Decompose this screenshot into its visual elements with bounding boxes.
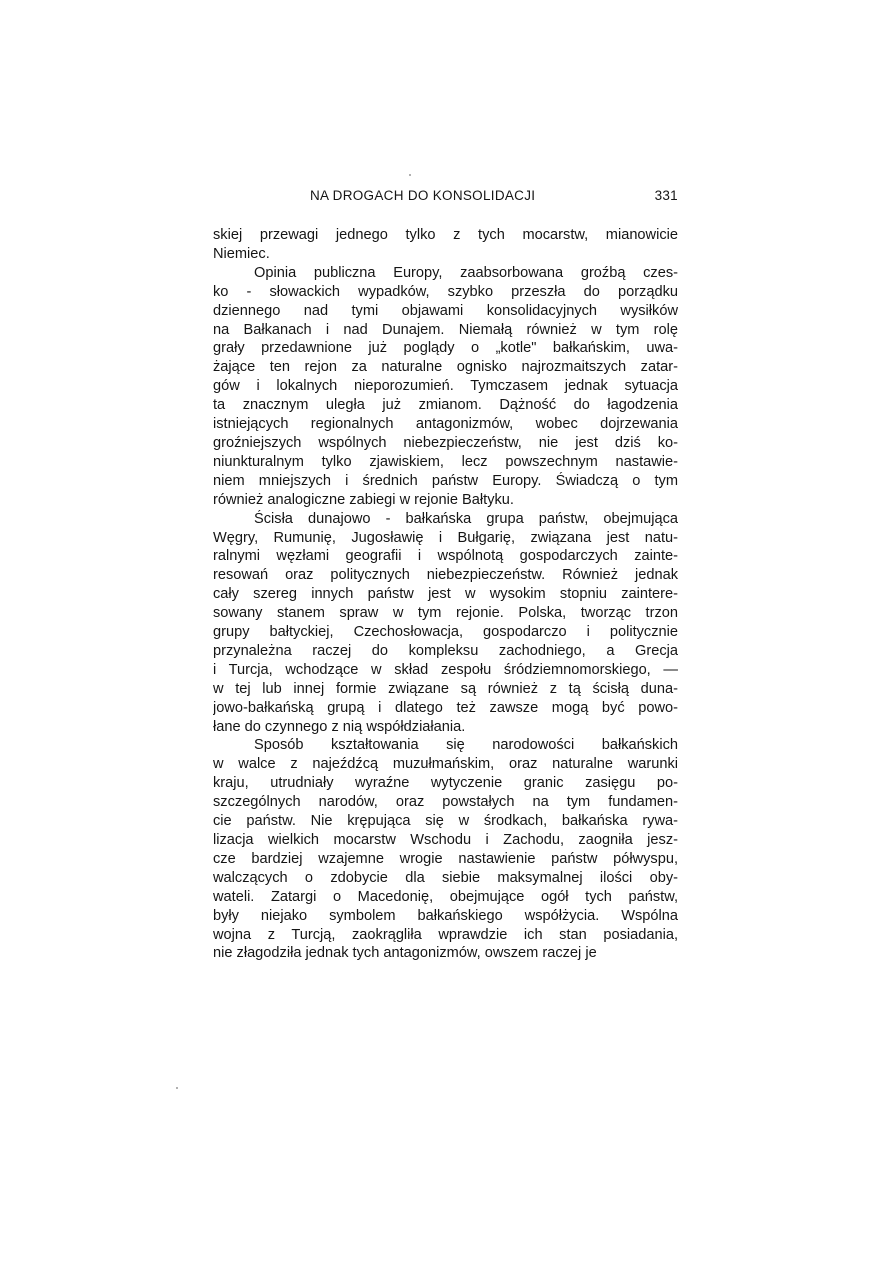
text-line: cie państw. Nie krępująca się w środkach, bałkańska rywa-	[213, 813, 678, 830]
text-line: cały szereg innych państw jest w wysokim stopniu zaintere-	[213, 586, 678, 603]
text-line: i Turcja, wchodzące w skład zespołu śródziemnomorskiego, —	[213, 661, 678, 678]
text-line: jowo-bałkańską grupą i dlatego też zawsze mogą być powo-	[213, 699, 678, 716]
text-line: Niemiec.	[213, 245, 270, 262]
text-line: lizacja wielkich mocarstw Wschodu i Zachodu, zaogniła jesz-	[213, 832, 678, 848]
text-line: skiej przewagi jednego tylko z tych mocarstw, mianowicie	[213, 227, 678, 243]
text-line: grupy bałtyckiej, Czechosłowacja, gospodarczo i politycznie	[213, 624, 678, 641]
paper-speck	[176, 1087, 178, 1089]
text-line: Ścisła dunajowo - bałkańska grupa państw, obejmująca	[254, 510, 678, 527]
text-line: dziennego nad tymi objawami konsolidacyjnych wysiłków	[213, 302, 678, 319]
paper-speck	[409, 174, 411, 176]
text-line: wojna z Turcją, zaokrągliła wprawdzie ich stan posiadania,	[213, 926, 678, 943]
text-line: w tej lub innej formie związane są również z tą ścisłą duna-	[213, 680, 678, 697]
text-line: również analogiczne zabiegi w rejonie Bałtyku.	[213, 491, 514, 508]
text-line: gów i lokalnych nieporozumień. Tymczasem jednak sytuacja	[213, 378, 678, 395]
paragraph	[213, 264, 678, 510]
text-line: kraju, utrudniały wyraźne wytyczenie granic zasięgu po-	[213, 775, 678, 792]
text-line: niunkturalnym tylko zjawiskiem, lecz powszechnym nastawie-	[213, 453, 678, 470]
paragraph	[213, 510, 678, 737]
text-line: szczególnych narodów, oraz powstałych na tym fundamen-	[213, 794, 678, 811]
text-line: walczących o zdobycie dla siebie maksymalnej ilości oby-	[213, 869, 678, 886]
page-number: 331	[654, 188, 678, 203]
text-line: Sposób kształtowania się narodowości bałkańskich	[254, 737, 678, 754]
text-line: ralnymi węzłami geografii i wspólnotą gospodarczych zainte-	[213, 548, 678, 565]
text-line: w walce z najeźdźcą muzułmańskim, oraz naturalne warunki	[213, 756, 678, 773]
text-line: groźniejszych wspólnych niebezpieczeństw, nie jest dziś ko-	[213, 434, 678, 451]
paragraph	[213, 736, 678, 963]
running-head	[213, 188, 678, 210]
text-line: sowany stanem spraw w tym rejonie. Polska, tworząc trzon	[213, 605, 678, 622]
text-line: łane do czynnego z nią współdziałania.	[213, 718, 466, 735]
text-line: grały przedawnione już poglądy o „kotle" bałkańskim, uwa-	[213, 340, 678, 357]
text-line: Węgry, Rumunię, Jugosławię i Bułgarię, związana jest natu-	[213, 529, 678, 546]
text-line: przynależna raczej do kompleksu zachodniego, a Grecja	[213, 642, 678, 659]
text-line: resowań oraz politycznych niebezpieczeństw. Również jednak	[213, 567, 678, 584]
text-line: Opinia publiczna Europy, zaabsorbowana groźbą czes-	[254, 264, 678, 281]
paragraph	[213, 226, 678, 264]
text-line: na Bałkanach i nad Dunajem. Niemałą również w tym rolę	[213, 321, 678, 338]
body-text	[213, 226, 678, 963]
text-line: ko - słowackich wypadków, szybko przeszła do porządku	[213, 283, 678, 300]
text-line: niem mniejszych i średnich państw Europy. Świadczą o tym	[213, 472, 678, 489]
text-line: wateli. Zatargi o Macedonię, obejmujące ogół tych państw,	[213, 888, 678, 905]
text-line: żające ten rejon za naturalne ognisko najrozmaitszych zatar-	[213, 359, 678, 376]
text-line: nie złagodziła jednak tych antagonizmów, owszem raczej je	[213, 945, 597, 962]
text-line: istniejących regionalnych antagonizmów, wobec dojrzewania	[213, 416, 678, 433]
text-line: cze bardziej wzajemne wrogie nastawienie państw półwyspu,	[213, 850, 678, 867]
text-line: były niejako symbolem bałkańskiego współżycia. Wspólna	[213, 907, 678, 924]
text-line: ta znacznym uległa już zmianom. Dążność do łagodzenia	[213, 397, 678, 414]
running-head-title: NA DROGACH DO KONSOLIDACJI	[310, 188, 536, 203]
